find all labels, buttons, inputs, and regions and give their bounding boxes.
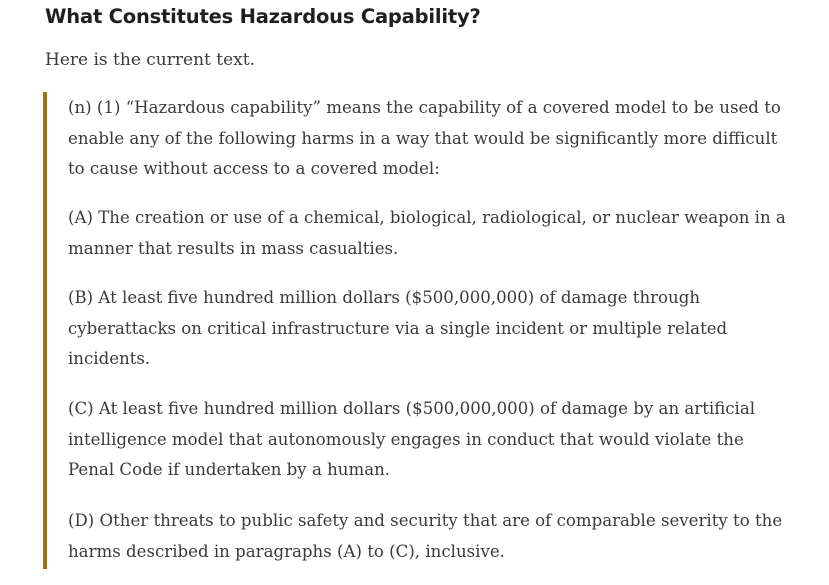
intro-text: Here is the current text. bbox=[45, 50, 255, 70]
quote-paragraph-b: (B) At least five hundred million dollars ($500,000,000) of damage through cyberattacks on critical infrastructure via a single incident or multiple related incidents. bbox=[68, 288, 728, 368]
statute-blockquote bbox=[43, 92, 786, 569]
quote-paragraph-definition: (n) (1) “Hazardous capability” means the capability of a covered model to be used to enable any of the following harms in a way that would be significantly more difficult to cause without access to a covered model: bbox=[68, 98, 781, 178]
quote-paragraph-a: (A) The creation or use of a chemical, biological, radiological, or nuclear weapon in a manner that results in mass casualties. bbox=[68, 208, 786, 258]
quote-paragraph-c: (C) At least five hundred million dollars ($500,000,000) of damage by an artificial intelligence model that autonomously engages in conduct that would violate the Penal Code if undertaken by a human. bbox=[68, 399, 756, 479]
quote-paragraph-d: (D) Other threats to public safety and security that are of comparable severity to the harms described in paragraphs (A) to (C), inclusive. bbox=[68, 511, 783, 561]
section-heading: What Constitutes Hazardous Capability? bbox=[45, 5, 481, 28]
